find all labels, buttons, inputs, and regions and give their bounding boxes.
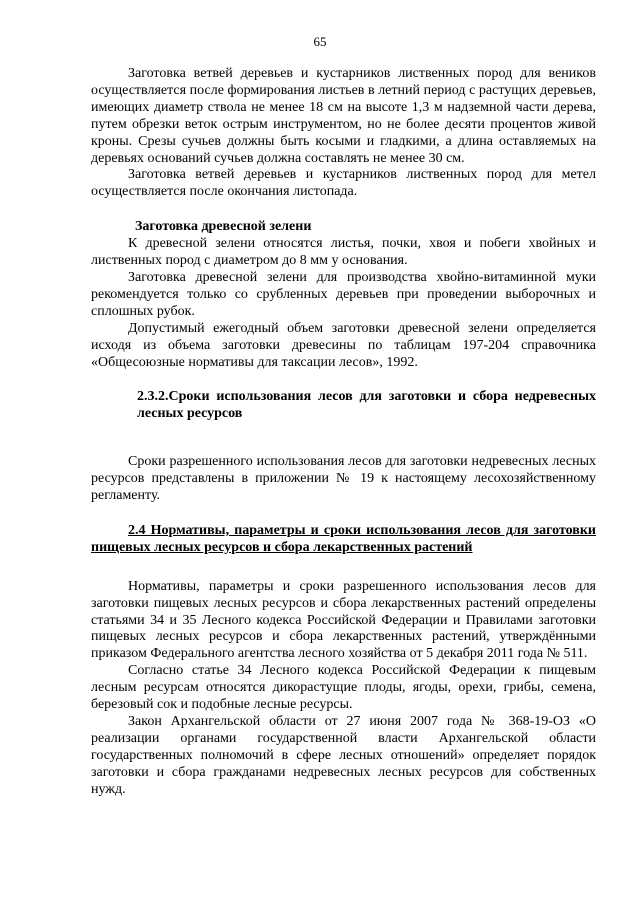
paragraph-regional-law: Закон Архангельской области от 27 июня 2007 года № 368-19-ОЗ «О реализации органами государственной власти Архангельской области государственных полномочий в сфере лесных отношений» определяет порядок заготовки и сбора гражданами недревесных лесных ресурсов для собственных нужд. — [91, 714, 596, 797]
paragraph-twigs-brooms-timing: Заготовка ветвей деревьев и кустарников лиственных пород для метел осуществляется после окончания листопада. — [91, 167, 596, 200]
heading-green-wood: Заготовка древесной зелени — [135, 219, 312, 235]
document-body — [91, 66, 596, 799]
spacer — [91, 557, 596, 579]
heading-section-2-3-2: 2.3.2.Сроки использования лесов для заготовки и сбора недревесных лесных ресурсов — [137, 389, 596, 422]
paragraph-green-wood-flour: Заготовка древесной зелени для производства хвойно-витаминной муки рекомендуется только со срубленных деревьев при проведении выборочных и сплошных рубок. — [91, 269, 596, 319]
paragraph-article-34: Согласно статье 34 Лесного кодекса Российской Федерации к пищевым лесным ресурсам относятся дикорастущие плоды, ягоды, орехи, грибы, семена, березовый сок и подобные лесные ресурсы. — [91, 663, 596, 713]
page-number: 65 — [313, 34, 327, 49]
paragraph-green-wood-volume: Допустимый ежегодный объем заготовки древесной зелени определяется исходя из объема заготовки древесины по таблицам 197-204 справочника «Общесоюзные нормативы для таксации лесов», 1992. — [91, 320, 596, 370]
heading-section-2-4: 2.4 Нормативы, параметры и сроки использования лесов для заготовки пищевых лесных ресурсов и сбора лекарственных растений — [91, 522, 596, 555]
spacer — [91, 423, 596, 454]
paragraph-twigs-brooms: Заготовка ветвей деревьев и кустарников лиственных пород для веников осуществляется после формирования листьев в летний период с растущих деревьев, имеющих диаметр ствола не менее 18 см на высоте 1,3 м надземной части дерева, путем обрезки веток острым инструментом, но не более десяти процентов живой кроны. Срезы сучьев должны быть косыми и гладкими, а длина оставляемых на деревьях оснований сучьев должна составлять не менее 30 см. — [91, 66, 596, 166]
paragraph-norms-food-resources: Нормативы, параметры и сроки разрешенного использования лесов для заготовки пищевых лесных ресурсов и сбора лекарственных растений определены статьями 34 и 35 Лесного кодекса Российской Федерации и Правилами заготовки пищевых лесных ресурсов и сбора лекарственных растений, утверждёнными приказом Федерального агентства лесного хозяйства от 5 декабря 2011 года № 511. — [91, 578, 596, 662]
paragraph-terms-nontimber: Сроки разрешенного использования лесов для заготовки недревесных лесных ресурсов представлены в приложении № 19 к настоящему лесохозяйственному регламенту. — [91, 454, 596, 504]
paragraph-green-wood-definition: К древесной зелени относятся листья, почки, хвоя и побеги хвойных и лиственных пород с диаметром до 8 мм у основания. — [91, 236, 596, 269]
